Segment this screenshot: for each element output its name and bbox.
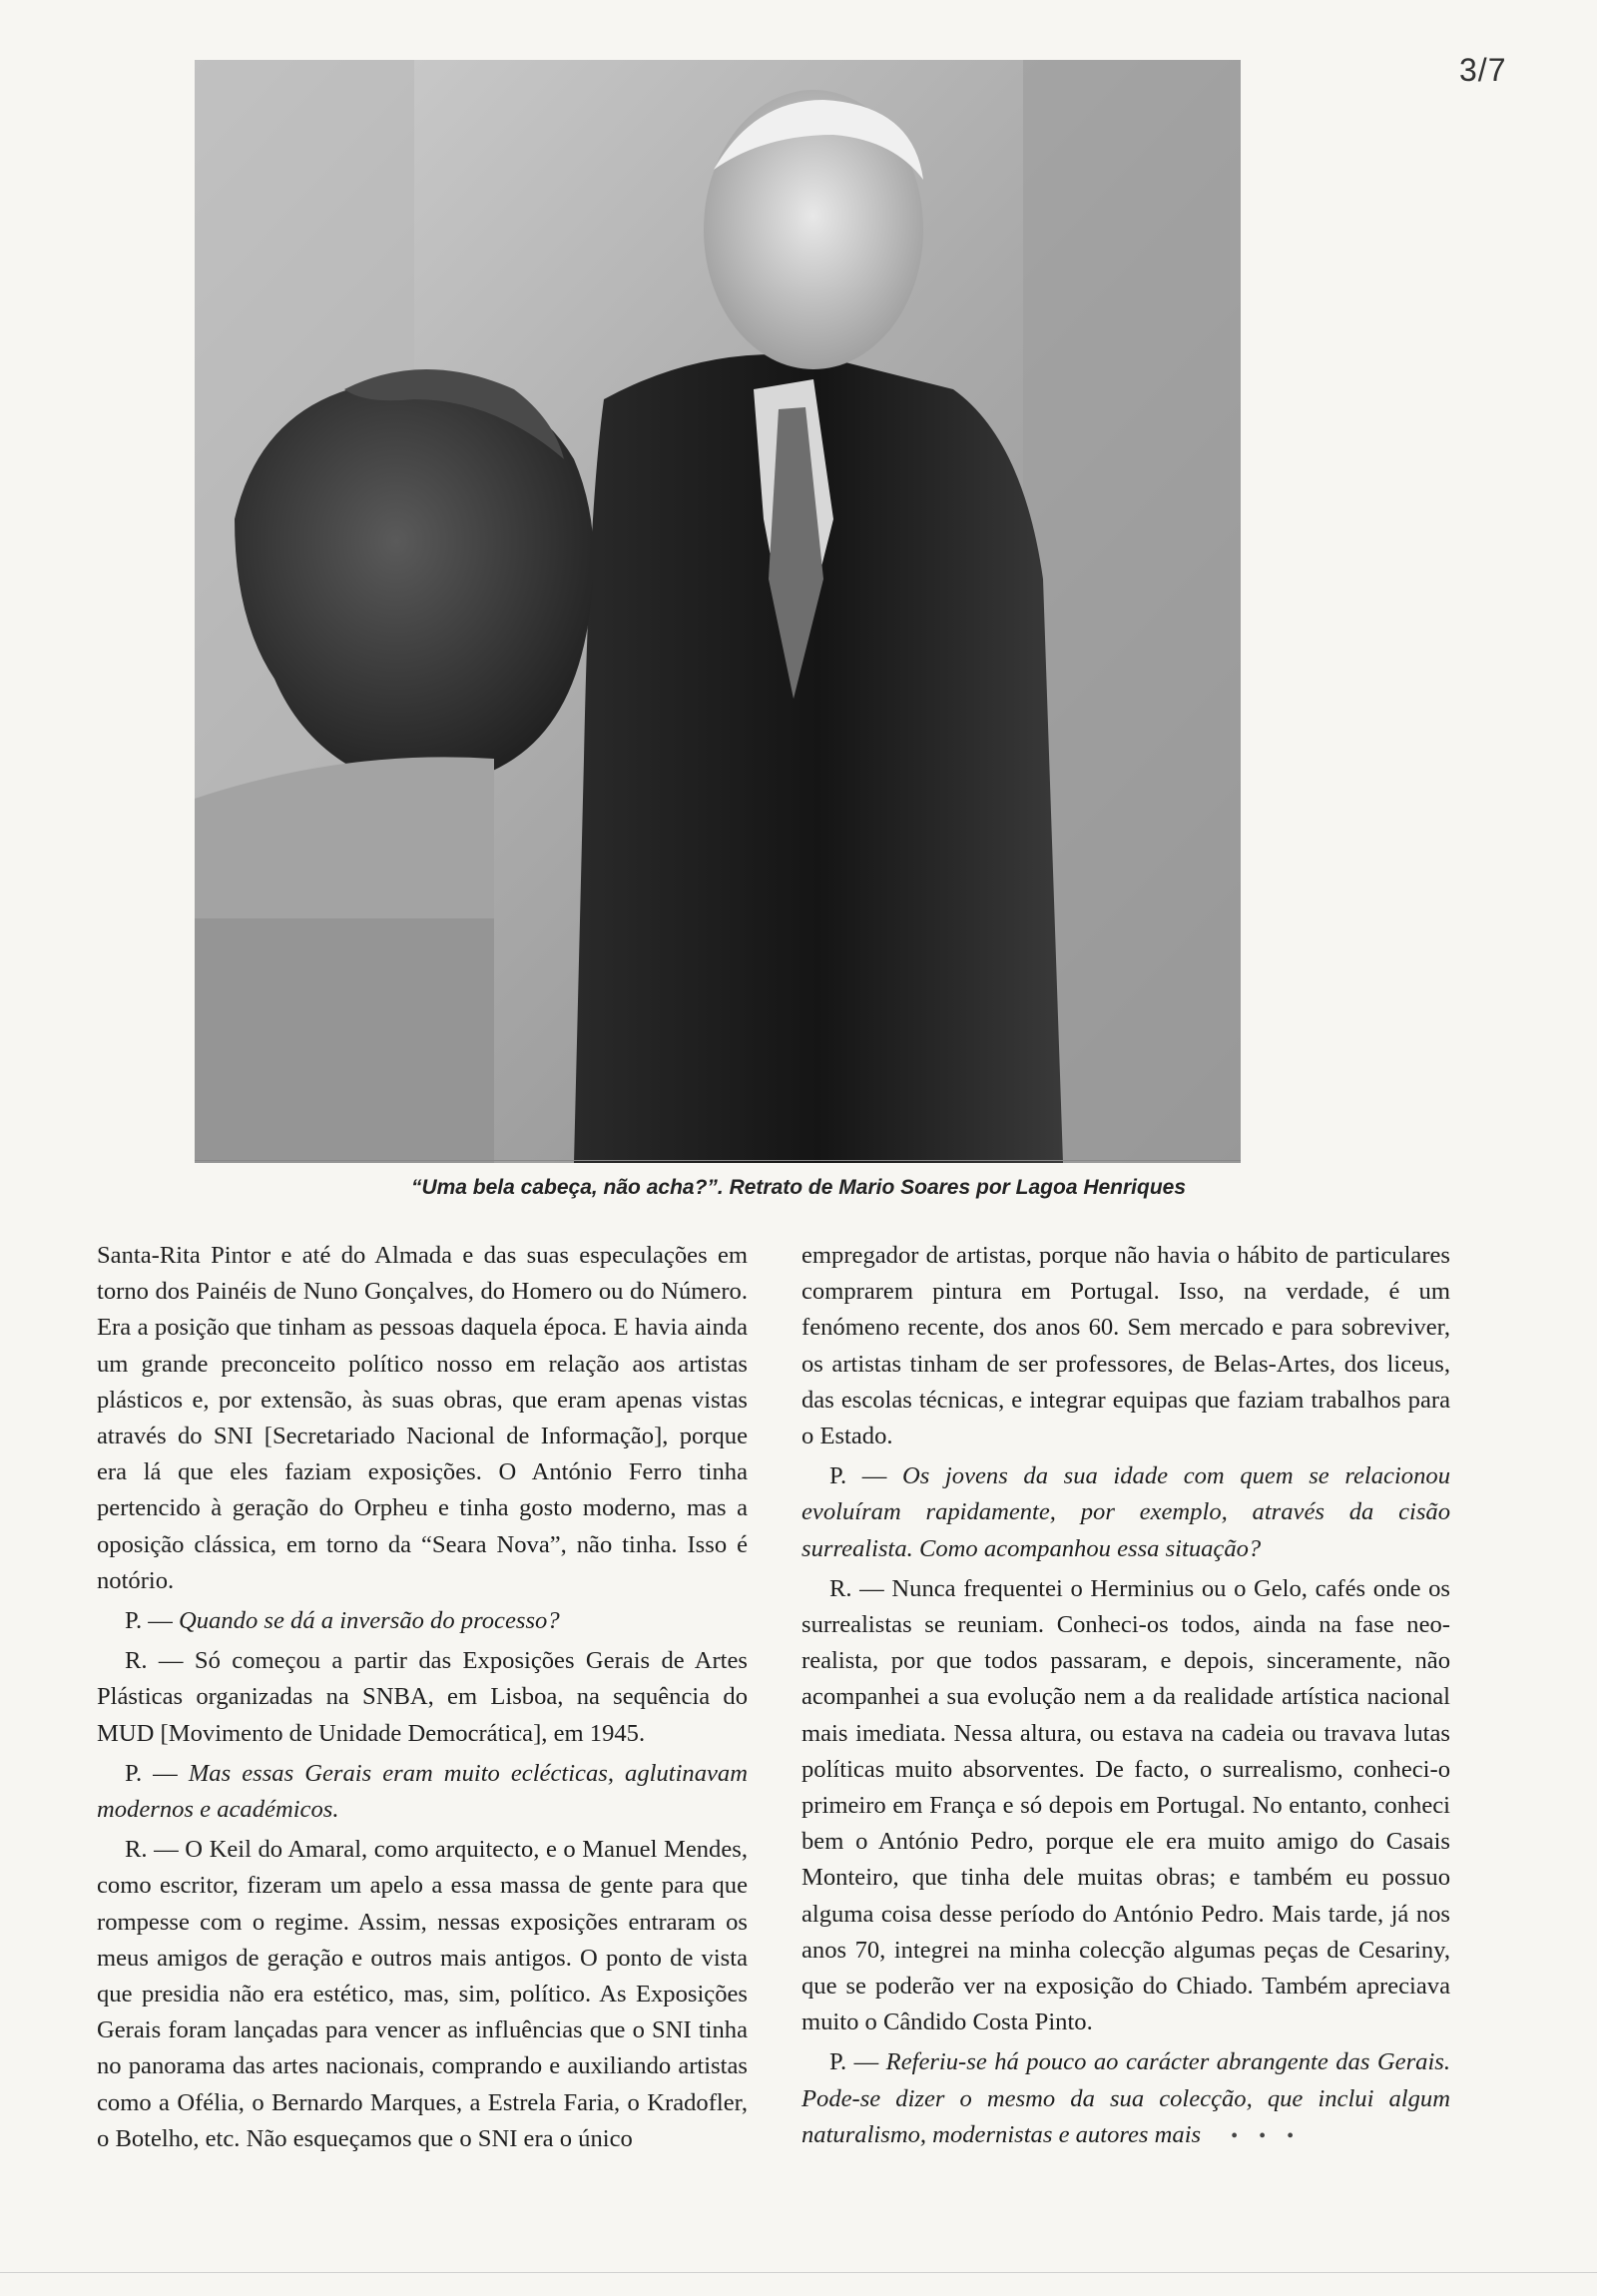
caption-rule [195,1160,1241,1161]
photo-portrait-icon [195,60,1241,1163]
question: P. — Quando se dá a inversão do processo? [125,1607,560,1635]
answer: R. — Nunca frequentei o Herminius ou o Gelo, cafés onde os surrealistas se reuniam. Conheci-os todos, ainda na fase neo-realista, por que todos passaram, e depois, sinceramente, não acompanhei a sua evolução nem a da realidade artística nacional mais imediata. Nessa altura, ou estava na cadeia ou travava lutas políticas muito absorventes. De facto, o surrealismo, conheci-o primeiro em França e só depois em Portugal. No entanto, conheci bem o António Pedro, porque ele era muito amigo do Casais Monteiro, que tinha dele muitas obras; e também eu possuo alguma coisa desse período do António Pedro. Mais tarde, já nos anos 70, integrei na minha colecção algumas peças de Cesariny, que se poderão ver na exposição do Chiado. Também apreciava muito o Cândido Costa Pinto. [801,1574,1450,2036]
question: P. — Referiu-se há pouco ao carácter abrangente das Gerais. Pode-se dizer o mesmo da sua colecção, que inclui algum naturalismo, modernistas e autores mais • • • [801,2048,1450,2148]
paragraph: Santa-Rita Pintor e até do Almada e das suas especulações em torno dos Painéis de Nuno Gonçalves, do Homero ou do Número. Era a posição que tinham as pessoas daquela época. E havia ainda um grande preconceito político nosso em relação aos artistas plásticos e, por extensão, às suas obras, que eram apenas vistas através do SNI [Secretariado Nacional de Informação], porque era lá que eles faziam exposições. O António Ferro tinha pertencido à geração do Orpheu e tinha gosto moderno, mas a oposição clássica, em torno da “Seara Nova”, não tinha. Isso é notório. [97,1242,748,1594]
answer: R. — Só começou a partir das Exposições Gerais de Artes Plásticas organizadas na SNBA, em Lisboa, na sequência do MUD [Movimento de Unidade Democrática], em 1945. [97,1647,749,1747]
photo-caption: “Uma bela cabeça, não acha?”. Retrato de Mario Soares por Lagoa Henriques [410,1176,1187,1199]
page-number: 3/7 [1459,52,1507,88]
right-column [801,1238,1450,2158]
bottom-rule [0,2272,1597,2273]
left-column [97,1238,748,2161]
photograph [195,60,1241,1163]
question: P. — Os jovens da sua idade com quem se relacionou evoluíram rapidamente, por exemplo, através da cisão surrealista. Como acompanhou essa situação? [801,1462,1450,1562]
question: P. — Mas essas Gerais eram muito eclécticas, aglutinavam modernos e académicos. [97,1759,748,1824]
answer: R. — O Keil do Amaral, como arquitecto, e o Manuel Mendes, como escritor, fizeram um apelo a essa massa de gente para que rompesse com o regime. Assim, nessas exposições entraram os meus amigos de geração e outros mais antigos. O ponto de vista que presidia não era estético, mas, sim, político. As Exposições Gerais foram lançadas para vencer as influências que o SNI tinha no panorama das artes nacionais, comprando e auxiliando artistas como a Ofélia, o Bernardo Marques, a Estrela Faria, o Kradofler, o Botelho, etc. Não esqueçamos que o SNI era o único [97,1836,748,2152]
paragraph: empregador de artistas, porque não havia o hábito de particulares comprarem pintura em Portugal. Isso, na verdade, é um fenómeno recente, dos anos 60. Sem mercado e para sobreviver, os artistas tinham de ser professores, de Belas-Artes, dos liceus, das escolas técnicas, e integrar equipas que faziam trabalhos para o Estado. [801,1242,1450,1450]
continuation-mark: • • • [1231,2124,1303,2147]
